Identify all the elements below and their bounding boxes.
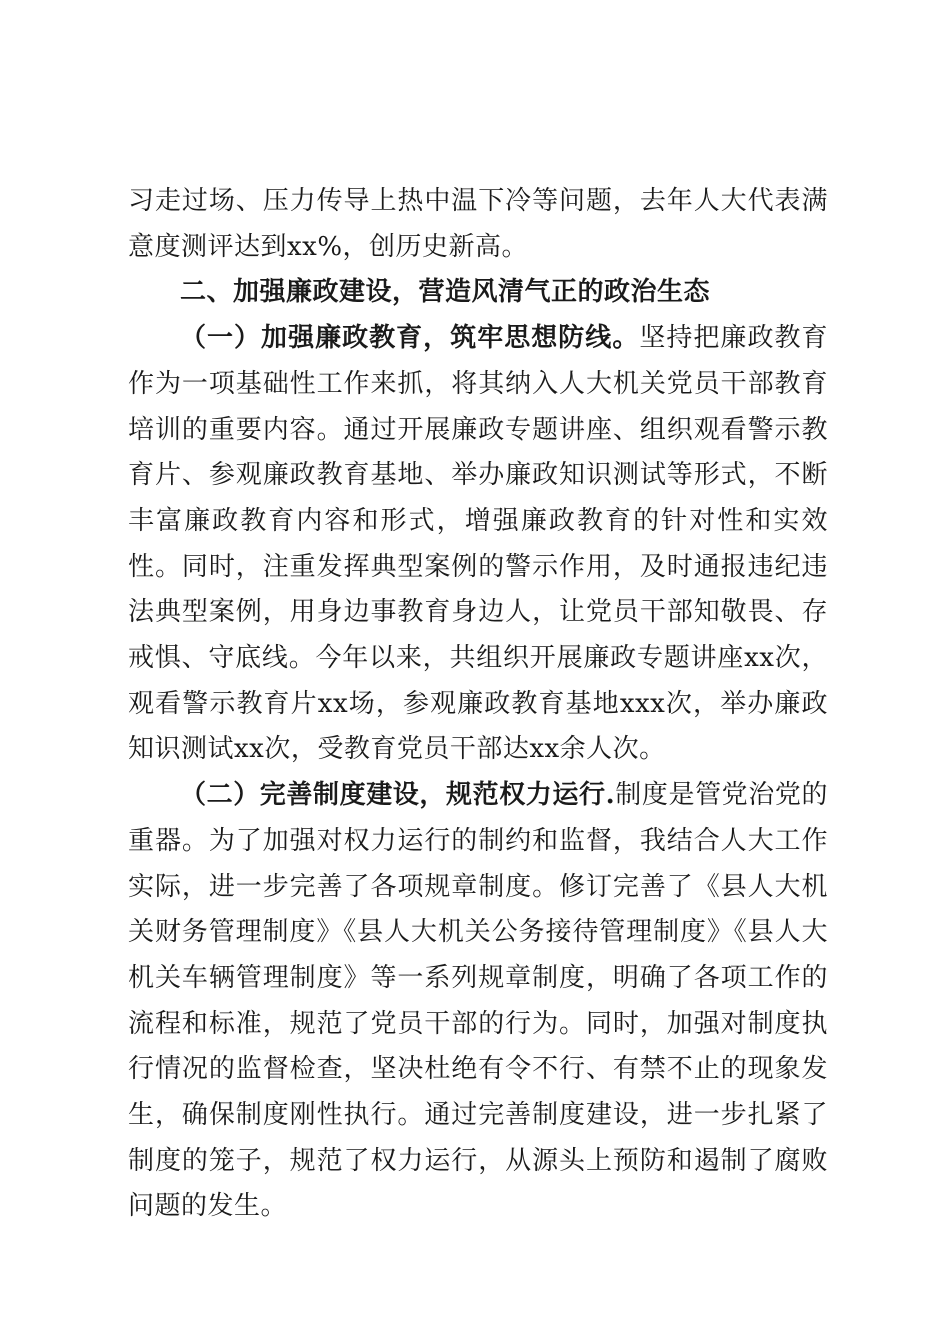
document-body bbox=[128, 179, 828, 1230]
continuation-paragraph: 习走过场、压力传导上热中温下冷等问题，去年人大代表满意度测评达到xx%，创历史新高。 bbox=[128, 186, 828, 262]
paragraph-item-1 bbox=[128, 316, 828, 773]
item-1-title: （一）加强廉政教育，筑牢思想防线。 bbox=[180, 323, 640, 354]
section-heading: 二、加强廉政建设，营造风清气正的政治生态 bbox=[180, 277, 711, 308]
item-2-title: （二）完善制度建设，规范权力运行. bbox=[180, 780, 616, 811]
item-2-body: 制度是管党治党的重器。为了加强对权力运行的制约和监督，我结合人大工作实际，进一步完善了各项规章制度。修订完善了《县人大机关财务管理制度》《县人大机关公务接待管理制度》《县人大机关车辆管理制度》等一系列规章制度，明确了各项工作的流程和标准，规范了党员干部的行为。同时，加强对制度执行情况的监督检查，坚决杜绝有令不行、有禁不止的现象发生，确保制度刚性执行。通过完善制度建设，进一步扎紧了制度的笼子，规范了权力运行，从源头上预防和遏制了腐败问题的发生。 bbox=[128, 780, 828, 1222]
item-1-body: 坚持把廉政教育作为一项基础性工作来抓，将其纳入人大机关党员干部教育培训的重要内容。通过开展廉政专题讲座、组织观看警示教育片、参观廉政教育基地、举办廉政知识测试等形式，不断丰富廉政教育内容和形式，增强廉政教育的针对性和实效性。同时，注重发挥典型案例的警示作用，及时通报违纪违法典型案例，用身边事教育身边人，让党员干部知敬畏、存戒惧、守底线。今年以来，共组织开展廉政专题讲座xx次，观看警示教育片xx场，参观廉政教育基地xxx次，举办廉政知识测试xx次，受教育党员干部达xx余人次。 bbox=[128, 323, 828, 765]
paragraph-item-2 bbox=[128, 773, 828, 1230]
